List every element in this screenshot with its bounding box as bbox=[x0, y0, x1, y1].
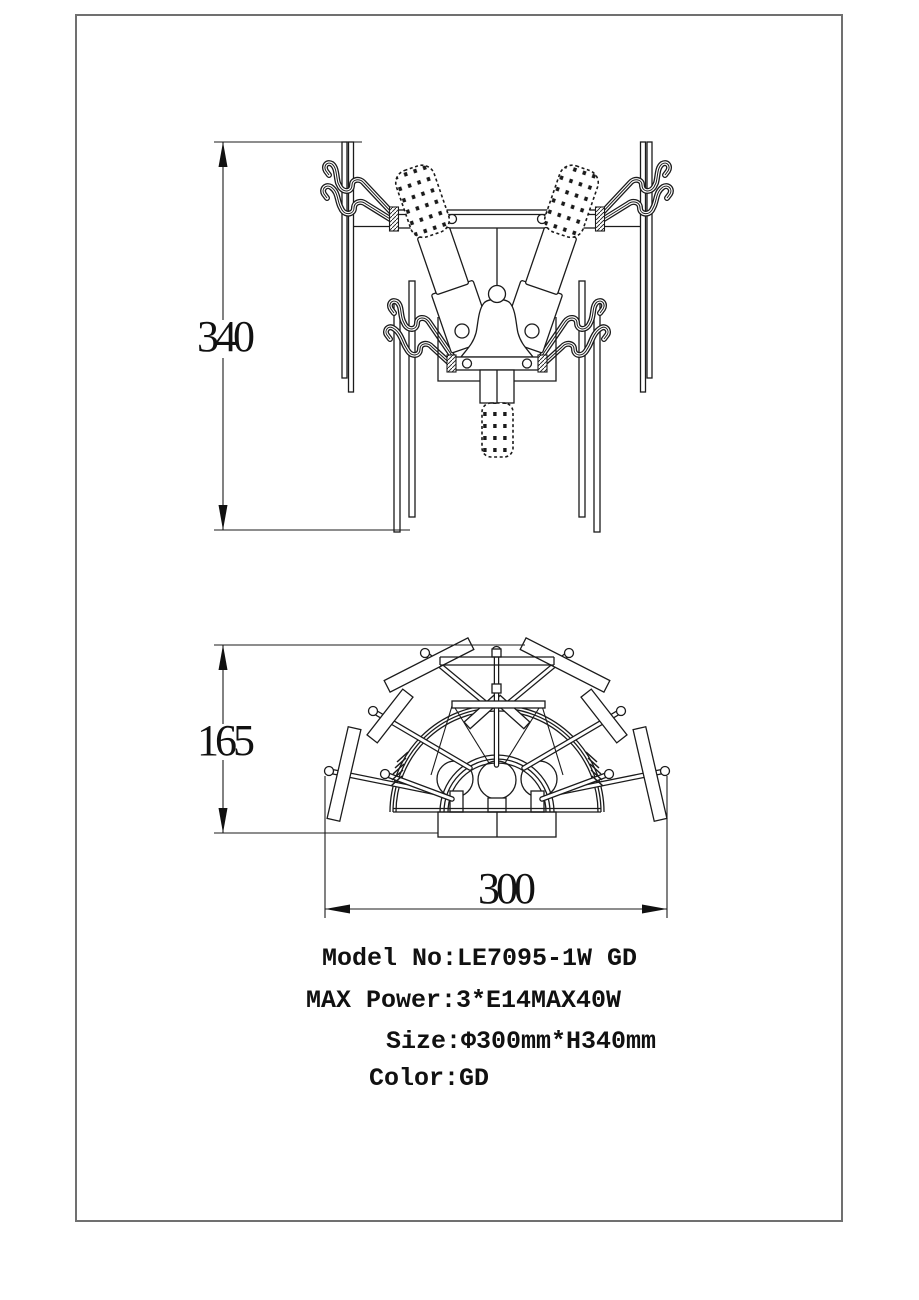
top-view bbox=[197, 638, 670, 918]
spec-size: Size:Φ300mm*H340mm bbox=[386, 1027, 657, 1056]
spec-color: Color:GD bbox=[369, 1064, 490, 1093]
dimension-165 bbox=[197, 645, 525, 833]
crystal-bulb-left bbox=[392, 162, 453, 241]
front-view bbox=[197, 142, 671, 532]
crystal-pendant bbox=[482, 403, 513, 457]
center-support bbox=[440, 647, 554, 766]
crystal-bulb-right bbox=[541, 162, 602, 241]
dim-label-165: 165 bbox=[197, 716, 251, 765]
spec-max-power: MAX Power:3*E14MAX40W bbox=[306, 986, 622, 1015]
dimension-300 bbox=[325, 776, 667, 918]
dim-label-300: 300 bbox=[478, 864, 532, 913]
dim-label-340: 340 bbox=[197, 312, 251, 361]
spec-model-no: Model No:LE7095-1W GD bbox=[322, 944, 638, 973]
socket-and-pendant bbox=[480, 370, 514, 457]
